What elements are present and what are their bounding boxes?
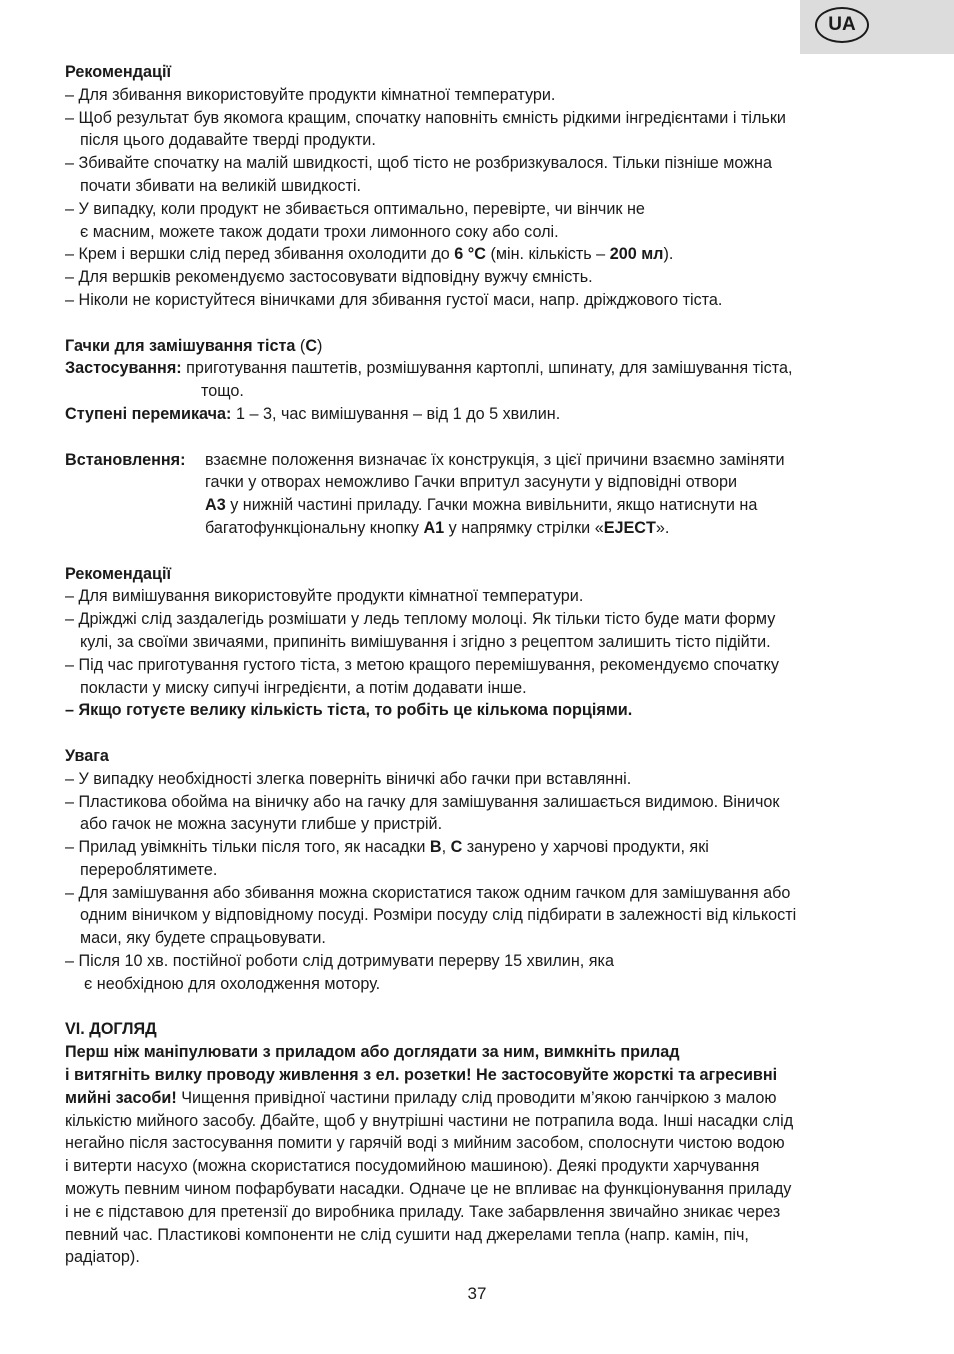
list-item-continuation: перероблятимете. bbox=[80, 860, 218, 879]
list-item: – Збивайте спочатку на малій швидкості, щоб тісто не розбризкувалося. Тільки пізніше можна bbox=[65, 154, 772, 173]
warning-text: Перш ніж маніпулювати з приладом або доглядати за ним, вимкніть прилад bbox=[65, 1043, 680, 1062]
usage-row-continuation: тощо. bbox=[201, 382, 244, 401]
care-paragraph-line: і витерти насухо (можна скористатися посудомийною машиною). Деякі продукти харчування bbox=[65, 1157, 760, 1176]
care-paragraph-line: мийні засоби! Чищення привідної частини приладу слід проводити м’якою ганчіркою з малою bbox=[65, 1088, 777, 1107]
installation-text: взаємне положення визначає їх конструкція, з цієї причини взаємно заміняти гачки у отворах неможливо Гачки впритул засунути у відповідні отвори A3 у нижній частині приладу. Гачки можна вивільнити, якщо натиснути на багатофункціональну кнопку A1 у напрямку стрілки «EJECT». bbox=[205, 450, 785, 537]
usage-row: Застосування: приготування паштетів, розмішування картоплі, шпинату, для замішування тіста, bbox=[65, 359, 793, 378]
list-item-continuation: після цього додавайте тверді продукти. bbox=[80, 131, 376, 150]
section-heading-dough-hooks: Гачки для замішування тіста (C) bbox=[65, 336, 323, 355]
language-tab bbox=[800, 0, 954, 54]
list-item: – Після 10 хв. постійної роботи слід дотримувати перерву 15 хвилин, яка bbox=[65, 952, 614, 971]
installation-block bbox=[65, 449, 895, 540]
list-item: – Пластикова обойма на віничку або на гачку для замішування залишається видимою. Віничок bbox=[65, 792, 780, 811]
list-item: – Під час приготування густого тіста, з метою кращого перемішування, рекомендуємо спочатку bbox=[65, 655, 779, 674]
speed-row: Ступені перемикача: 1 – 3, час вимішування – від 1 до 5 хвилин. bbox=[65, 404, 561, 423]
list-item: – Дріжджі слід заздалегідь розмішати у ледь теплому молоці. Як тільки тісто буде мати форму bbox=[65, 610, 776, 629]
list-item-continuation: є масним, можете також додати трохи лимонного соку або солі. bbox=[80, 222, 559, 241]
language-badge: UA bbox=[815, 7, 869, 43]
care-paragraph-line: радіатор). bbox=[65, 1248, 140, 1267]
list-item-continuation: маси, яку будете спрацьовувати. bbox=[80, 929, 326, 948]
list-item-continuation: почати збивати на великій швидкості. bbox=[80, 176, 361, 195]
section-heading-recommendations-whisk: Рекомендації bbox=[65, 63, 171, 81]
list-item: – У випадку, коли продукт не збивається оптимально, перевірте, чи вінчик не bbox=[65, 199, 645, 218]
list-item: – Для замішування або збивання можна скористатися також одним гачком для замішування або bbox=[65, 883, 791, 902]
section-heading-recommendations-kneading: Рекомендації bbox=[65, 564, 171, 583]
list-item-continuation: або гачок не можна засунути глибше у пристрій. bbox=[80, 815, 443, 834]
care-paragraph-line: і не є підставою для претензії до виробника приладу. Таке забарвлення звичайно зникає через bbox=[65, 1202, 781, 1221]
list-item: – Щоб результат був якомога кращим, спочатку наповніть ємність рідкими інгредієнтами і тільки bbox=[65, 108, 786, 127]
list-item: – У випадку необхідності злегка поверніть віничкі або гачки при вставлянні. bbox=[65, 769, 632, 788]
list-item: – Ніколи не користуйтеся віничками для збивання густої маси, напр. дріжджового тіста. bbox=[65, 290, 723, 309]
list-item-continuation: кулі, за своїми звичаями, припиніть вимішування і згідно з рецептом залишить тісто підійти. bbox=[80, 632, 771, 651]
warning-text: і витягніть вилку проводу живлення з ел. розетки! Не застосовуйте жорсткі та агресивні bbox=[65, 1066, 778, 1085]
page-number: 37 bbox=[467, 1284, 487, 1303]
list-item: – Для збивання використовуйте продукти кімнатної температури. bbox=[65, 85, 556, 104]
list-item: – Прилад увімкніть тільки після того, як насадки B, C занурено у харчові продукти, які bbox=[65, 838, 709, 857]
care-paragraph-line: негайно після застосування помити у гарячій воді з мийним засобом, сполоснути чистою водою bbox=[65, 1134, 785, 1153]
page-content bbox=[65, 61, 895, 1269]
care-paragraph-line: можуть певним чином пофарбувати насадки. Одначе це не впливає на функціонування приладу bbox=[65, 1180, 792, 1199]
list-item-continuation: одним віничком у відповідному посуді. Розміри посуду слід підбирати в залежності від кількості bbox=[80, 906, 797, 925]
list-item-continuation: покласти у миску сипучі інгредієнти, а потім додавати інше. bbox=[80, 678, 527, 697]
list-item-continuation: є необхідною для охолодження мотору. bbox=[84, 974, 381, 993]
list-item: – Крем і вершки слід перед збивання охолодити до 6 °C (мін. кількість – 200 мл). bbox=[65, 245, 674, 264]
care-paragraph-line: певний час. Пластикові компоненти не слід сушити над джерелами тепла (напр. камін, піч, bbox=[65, 1225, 749, 1244]
section-heading-care: VI. ДОГЛЯД bbox=[65, 1020, 157, 1039]
list-item: – Для вимішування використовуйте продукти кімнатної температури. bbox=[65, 587, 584, 606]
care-paragraph-line: кількістю мийного засобу. Дбайте, щоб у внутрішні частини не потрапила вода. Інші насадки слід bbox=[65, 1111, 794, 1130]
section-heading-attention: Увага bbox=[65, 746, 109, 765]
list-item: – Для вершків рекомендуємо застосовувати відповідну вужчу ємність. bbox=[65, 268, 593, 287]
list-item-bold: – Якщо готуєте велику кількість тіста, то робіть це кількома порціями. bbox=[65, 701, 633, 720]
installation-label: Встановлення: bbox=[65, 450, 186, 469]
